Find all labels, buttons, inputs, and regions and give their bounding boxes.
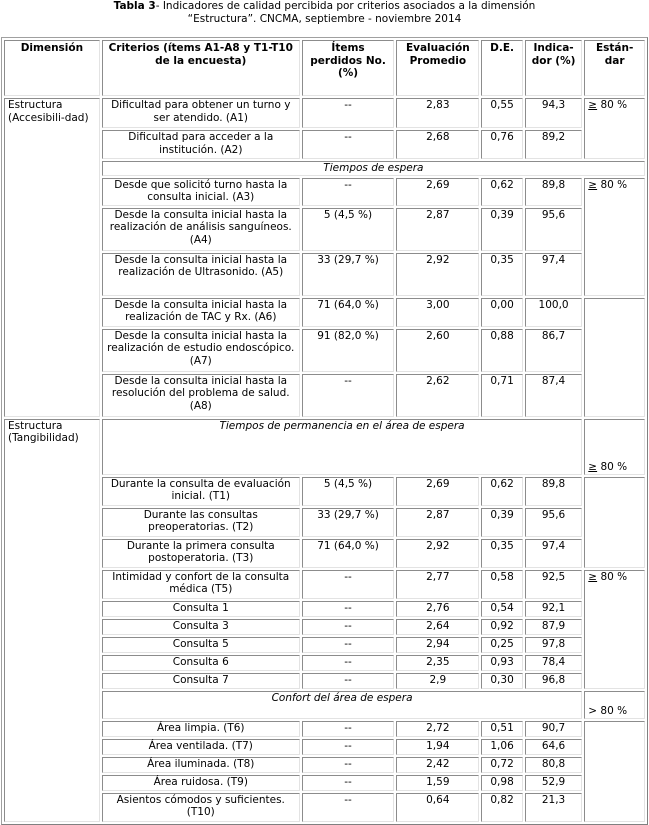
- de-cell: 0,35: [481, 539, 523, 568]
- de-cell: 0,55: [481, 98, 523, 128]
- evaluacion-cell: 2,92: [396, 539, 479, 568]
- items-perdidos-cell: 33 (29,7 %): [302, 508, 395, 537]
- section-row: [4, 419, 645, 475]
- evaluacion-cell: 0,64: [396, 793, 479, 822]
- evaluacion-cell: 2,94: [396, 637, 479, 653]
- de-cell: 0,39: [481, 508, 523, 537]
- table-row: [4, 130, 645, 159]
- indicador-cell: 52,9: [525, 775, 582, 791]
- items-perdidos-cell: --: [302, 655, 395, 671]
- table-row: [4, 508, 645, 537]
- greater-equal-symbol: ≥: [588, 99, 598, 111]
- criterio-cell: Desde la consulta inicial hasta la realización de Ultrasonido. (A5): [102, 253, 300, 296]
- evaluacion-cell: 2,64: [396, 619, 479, 635]
- criterio-cell: Dificultad para acceder a la institución. (A2): [102, 130, 300, 159]
- dimension-cell-tangibilidad: Estructura (Tangibilidad): [4, 419, 100, 822]
- criterio-cell: Consulta 6: [102, 655, 300, 671]
- table-row: [4, 775, 645, 791]
- evaluacion-cell: 2,35: [396, 655, 479, 671]
- evaluacion-cell: 2,69: [396, 477, 479, 506]
- evaluacion-cell: 2,60: [396, 329, 479, 372]
- indicador-cell: 96,8: [525, 673, 582, 689]
- standard-cell: [584, 477, 645, 568]
- header-row: [4, 40, 645, 96]
- evaluacion-cell: 2,62: [396, 374, 479, 417]
- indicador-cell: 90,7: [525, 721, 582, 737]
- de-cell: 0,30: [481, 673, 523, 689]
- header-indicador: Indica-dor (%): [525, 40, 582, 96]
- standard-cell: [584, 419, 645, 475]
- table-row: [4, 539, 645, 568]
- indicador-cell: 97,8: [525, 637, 582, 653]
- header-items-perdidos: Ítems perdidos No. (%): [302, 40, 395, 96]
- table-row: [4, 477, 645, 506]
- indicador-cell: 94,3: [525, 98, 582, 128]
- standard-cell: [584, 721, 645, 822]
- caption-label: Tabla 3: [113, 0, 156, 12]
- quality-indicators-table: [1, 37, 648, 825]
- evaluacion-cell: 2,72: [396, 721, 479, 737]
- items-perdidos-cell: 91 (82,0 %): [302, 329, 395, 372]
- table-row: [4, 298, 645, 327]
- items-perdidos-cell: --: [302, 374, 395, 417]
- table-row: [4, 655, 645, 671]
- table-caption: [0, 0, 649, 26]
- de-cell: 1,06: [481, 739, 523, 755]
- evaluacion-cell: 2,92: [396, 253, 479, 296]
- evaluacion-cell: 2,87: [396, 208, 479, 251]
- criterio-cell: Consulta 3: [102, 619, 300, 635]
- items-perdidos-cell: --: [302, 775, 395, 791]
- criterio-cell: Desde la consulta inicial hasta la realización de análisis sanguíneos. (A4): [102, 208, 300, 251]
- items-perdidos-cell: --: [302, 601, 395, 617]
- header-evaluacion: Evaluación Promedio: [396, 40, 479, 96]
- table-row: [4, 178, 645, 206]
- table-row: [4, 329, 645, 372]
- standard-cell: [584, 691, 645, 719]
- de-cell: 0,62: [481, 477, 523, 506]
- criterio-cell: Asientos cómodos y suficientes. (T10): [102, 793, 300, 822]
- indicador-cell: 86,7: [525, 329, 582, 372]
- evaluacion-cell: 2,87: [396, 508, 479, 537]
- criterio-cell: Durante la primera consulta postoperatoria. (T3): [102, 539, 300, 568]
- de-cell: 0,00: [481, 298, 523, 327]
- criterio-cell: Consulta 5: [102, 637, 300, 653]
- section-row: [4, 691, 645, 719]
- items-perdidos-cell: --: [302, 130, 395, 159]
- items-perdidos-cell: --: [302, 637, 395, 653]
- evaluacion-cell: 2,76: [396, 601, 479, 617]
- dimension-cell-accesibilidad: Estructura (Accesibili-dad): [4, 98, 100, 417]
- items-perdidos-cell: --: [302, 178, 395, 206]
- table-row: [4, 739, 645, 755]
- table-row: [4, 208, 645, 251]
- de-cell: 0,72: [481, 757, 523, 773]
- table-row: [4, 619, 645, 635]
- items-perdidos-cell: --: [302, 98, 395, 128]
- indicador-cell: 87,9: [525, 619, 582, 635]
- table-row: [4, 601, 645, 617]
- items-perdidos-cell: 71 (64,0 %): [302, 298, 395, 327]
- evaluacion-cell: 1,94: [396, 739, 479, 755]
- criterio-cell: Intimidad y confort de la consulta médica (T5): [102, 570, 300, 599]
- table-row: [4, 673, 645, 689]
- evaluacion-cell: 2,69: [396, 178, 479, 206]
- items-perdidos-cell: 33 (29,7 %): [302, 253, 395, 296]
- de-cell: 0,88: [481, 329, 523, 372]
- indicador-cell: 95,6: [525, 208, 582, 251]
- evaluacion-cell: 3,00: [396, 298, 479, 327]
- items-perdidos-cell: --: [302, 721, 395, 737]
- criterio-cell: Durante las consultas preoperatorias. (T2): [102, 508, 300, 537]
- criterio-cell: Área limpia. (T6): [102, 721, 300, 737]
- evaluacion-cell: 2,77: [396, 570, 479, 599]
- de-cell: 0,54: [481, 601, 523, 617]
- de-cell: 0,25: [481, 637, 523, 653]
- de-cell: 0,39: [481, 208, 523, 251]
- standard-cell: [584, 98, 645, 159]
- items-perdidos-cell: --: [302, 793, 395, 822]
- header-de: D.E.: [481, 40, 523, 96]
- criterio-cell: Área iluminada. (T8): [102, 757, 300, 773]
- section-row: [4, 161, 645, 176]
- de-cell: 0,58: [481, 570, 523, 599]
- criterio-cell: Desde la consulta inicial hasta la resolución del problema de salud. (A8): [102, 374, 300, 417]
- caption-line1: - Indicadores de calidad percibida por criterios asociados a la dimensión: [155, 0, 536, 12]
- indicador-cell: 78,4: [525, 655, 582, 671]
- indicador-cell: 95,6: [525, 508, 582, 537]
- de-cell: 0,76: [481, 130, 523, 159]
- standard-value: 80 %: [597, 99, 628, 111]
- table-row: [4, 793, 645, 822]
- indicador-cell: 97,4: [525, 539, 582, 568]
- de-cell: 0,98: [481, 775, 523, 791]
- standard-value: 80 %: [597, 570, 628, 583]
- indicador-cell: 92,1: [525, 601, 582, 617]
- items-perdidos-cell: --: [302, 739, 395, 755]
- standard-cell: [584, 298, 645, 417]
- items-perdidos-cell: --: [302, 619, 395, 635]
- indicador-cell: 97,4: [525, 253, 582, 296]
- section-label-tiempos-permanencia: Tiempos de permanencia en el área de espera: [102, 419, 583, 475]
- indicador-cell: 89,8: [525, 477, 582, 506]
- indicador-cell: 80,8: [525, 757, 582, 773]
- standard-cell: [584, 178, 645, 296]
- de-cell: 0,92: [481, 619, 523, 635]
- indicador-cell: 89,8: [525, 178, 582, 206]
- header-dimension: Dimensión: [4, 40, 100, 96]
- standard-value: > 80 %: [588, 705, 628, 717]
- header-estandar: Están-dar: [584, 40, 645, 96]
- items-perdidos-cell: 5 (4,5 %): [302, 477, 395, 506]
- table-row: [4, 98, 645, 128]
- caption-line2: “Estructura”. CNCMA, septiembre - noviembre 2014: [187, 13, 462, 25]
- criterio-cell: Consulta 7: [102, 673, 300, 689]
- criterio-cell: Durante la consulta de evaluación inicial. (T1): [102, 477, 300, 506]
- de-cell: 0,35: [481, 253, 523, 296]
- de-cell: 0,71: [481, 374, 523, 417]
- indicador-cell: 64,6: [525, 739, 582, 755]
- table-body: [4, 98, 645, 822]
- greater-equal-symbol: ≥: [588, 178, 598, 191]
- criterio-cell: Área ventilada. (T7): [102, 739, 300, 755]
- criterio-cell: Área ruidosa. (T9): [102, 775, 300, 791]
- evaluacion-cell: 2,9: [396, 673, 479, 689]
- evaluacion-cell: 2,83: [396, 98, 479, 128]
- standard-cell: [584, 570, 645, 689]
- criterio-cell: Desde la consulta inicial hasta la realización de estudio endoscópico. (A7): [102, 329, 300, 372]
- criterio-cell: Desde la consulta inicial hasta la realización de TAC y Rx. (A6): [102, 298, 300, 327]
- table-row: [4, 721, 645, 737]
- greater-equal-symbol: ≥: [588, 570, 598, 583]
- de-cell: 0,82: [481, 793, 523, 822]
- standard-value: 80 %: [597, 178, 628, 191]
- de-cell: 0,51: [481, 721, 523, 737]
- indicador-cell: 87,4: [525, 374, 582, 417]
- table-row: [4, 253, 645, 296]
- table-row: [4, 637, 645, 653]
- items-perdidos-cell: 71 (64,0 %): [302, 539, 395, 568]
- indicador-cell: 89,2: [525, 130, 582, 159]
- items-perdidos-cell: 5 (4,5 %): [302, 208, 395, 251]
- standard-value: 80 %: [597, 461, 628, 473]
- de-cell: 0,62: [481, 178, 523, 206]
- de-cell: 0,93: [481, 655, 523, 671]
- section-label-tiempos-espera: Tiempos de espera: [102, 161, 645, 176]
- table-row: [4, 374, 645, 417]
- indicador-cell: 21,3: [525, 793, 582, 822]
- greater-equal-symbol: ≥: [588, 461, 598, 473]
- evaluacion-cell: 2,42: [396, 757, 479, 773]
- indicador-cell: 92,5: [525, 570, 582, 599]
- criterio-cell: Consulta 1: [102, 601, 300, 617]
- table-row: [4, 570, 645, 599]
- indicador-cell: 100,0: [525, 298, 582, 327]
- evaluacion-cell: 1,59: [396, 775, 479, 791]
- criterio-cell: Dificultad para obtener un turno y ser atendido. (A1): [102, 98, 300, 128]
- evaluacion-cell: 2,68: [396, 130, 479, 159]
- items-perdidos-cell: --: [302, 570, 395, 599]
- header-criterios: Criterios (ítems A1-A8 y T1-T10 de la encuesta): [102, 40, 300, 96]
- items-perdidos-cell: --: [302, 673, 395, 689]
- items-perdidos-cell: --: [302, 757, 395, 773]
- section-label-confort: Confort del área de espera: [102, 691, 583, 719]
- criterio-cell: Desde que solicitó turno hasta la consulta inicial. (A3): [102, 178, 300, 206]
- table-row: [4, 757, 645, 773]
